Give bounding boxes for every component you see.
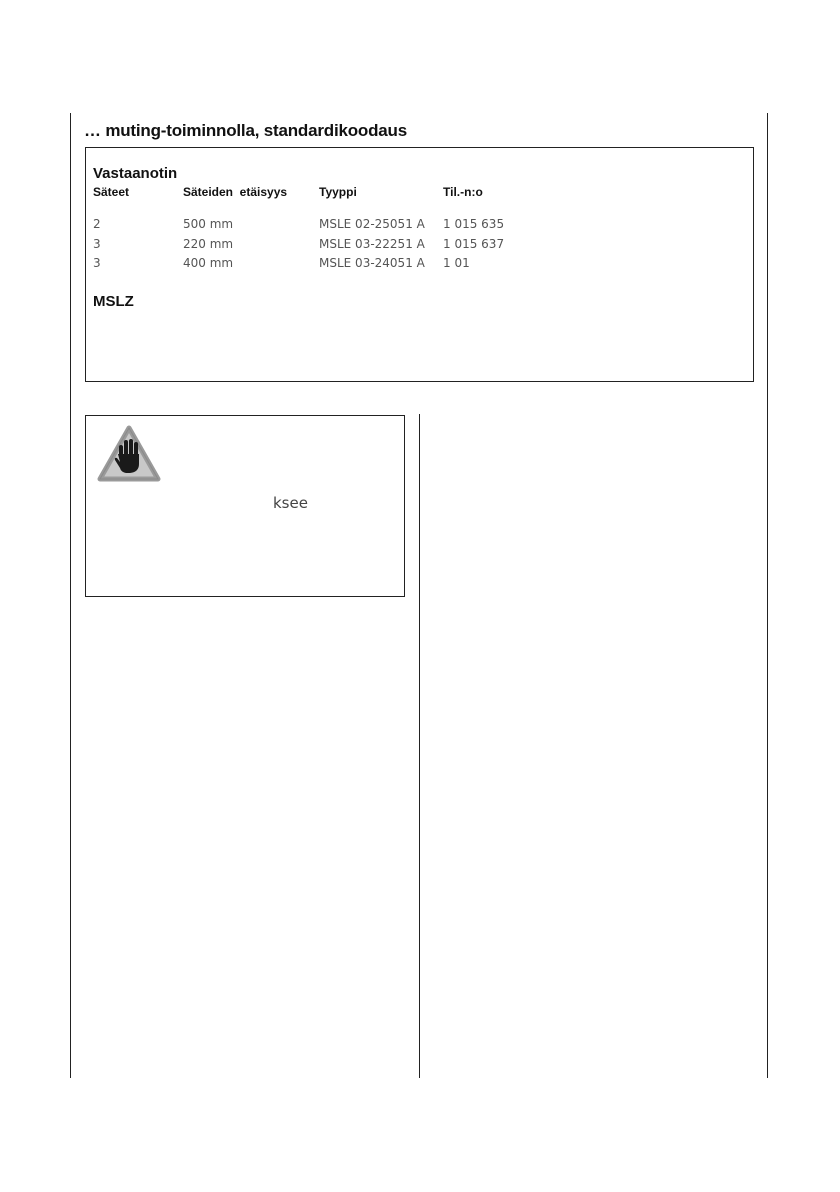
page-heading: … muting-toiminnolla, standardikoodaus (84, 121, 407, 140)
table-cell-beams: 3 (93, 256, 101, 270)
warning-box (85, 415, 405, 597)
table-cell-distance: 400 mm (183, 256, 234, 270)
table-cell-beams: 3 (93, 237, 101, 251)
table-cell-type: MSLE 03-22251 A (319, 237, 425, 251)
column-header-beams: Säteet (93, 185, 130, 199)
table-cell-order-number: 1 015 635 (443, 217, 505, 231)
receiver-title: Vastaanotin (93, 165, 178, 182)
table-cell-distance: 220 mm (183, 237, 234, 251)
warning-text: ksee (273, 494, 308, 512)
column-header-type: Tyyppi (319, 185, 357, 199)
column-header-order-number: Til.-n:o (443, 185, 483, 199)
table-cell-distance: 500 mm (183, 217, 234, 231)
table-cell-type: MSLE 03-24051 A (319, 256, 425, 270)
column-divider-rule (419, 414, 420, 1078)
page-left-rule (70, 113, 71, 1078)
section-label-mslz: MSLZ (93, 293, 134, 310)
page-right-rule (767, 113, 768, 1078)
table-cell-order-number: 1 01 (443, 256, 470, 270)
table-cell-type: MSLE 02-25051 A (319, 217, 425, 231)
stop-hand-warning-icon (96, 424, 162, 484)
table-cell-order-number: 1 015 637 (443, 237, 505, 251)
column-header-beam-distance: Säteiden etäisyys (183, 185, 288, 199)
receiver-table-box (85, 147, 754, 382)
table-cell-beams: 2 (93, 217, 101, 231)
